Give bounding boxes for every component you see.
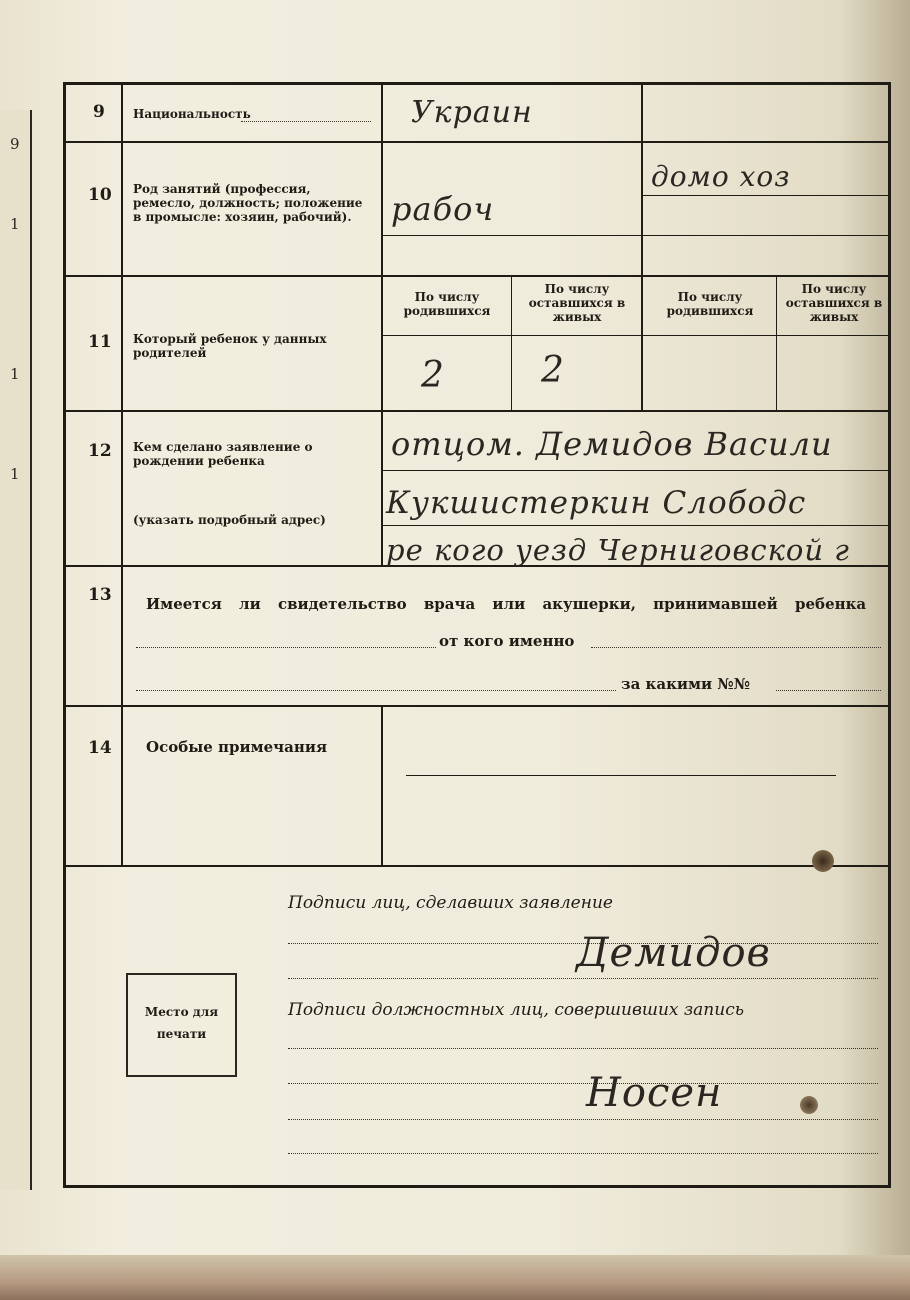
- margin-fragment: 9: [10, 135, 20, 153]
- row-separator: [66, 141, 888, 143]
- label-special-notes: Особые примечания: [146, 738, 328, 756]
- stamp-place: [126, 973, 237, 1077]
- writing-line: [406, 775, 836, 776]
- official-signature: Носен: [586, 1070, 723, 1116]
- dot-leader: [136, 690, 616, 691]
- handwritten-nationality: Украин: [411, 95, 533, 130]
- dot-leader: [776, 690, 881, 691]
- label-applicants-signatures: Подписи лиц, сделавших заявление: [288, 893, 613, 913]
- stamp-label: печати: [156, 1027, 207, 1041]
- row-separator: [66, 865, 888, 867]
- row-number: 11: [88, 332, 112, 352]
- handwritten-declarant-line1: отцом. Демидов Васили: [391, 425, 833, 463]
- label-nationality: Национальность: [133, 107, 251, 121]
- writing-line: [381, 470, 888, 471]
- divider: [511, 275, 512, 410]
- applicant-signature: Демидов: [576, 930, 771, 976]
- divider: [641, 85, 643, 275]
- row-separator: [66, 705, 888, 707]
- label-which-numbers: за какими №№: [621, 675, 751, 693]
- signature-line: [288, 978, 878, 979]
- page-bottom-edge: [0, 1255, 910, 1300]
- handwritten-mother-occupation: домо хоз: [651, 160, 791, 193]
- dot-leader: [591, 647, 881, 648]
- margin-fragment: 1: [10, 215, 20, 233]
- margin-fragment: 1: [10, 365, 20, 383]
- row-separator: [66, 410, 888, 412]
- divider: [381, 85, 383, 565]
- binding-hole: [800, 1096, 818, 1114]
- stamp-label: Место для: [144, 1005, 219, 1019]
- signature-line: [288, 1083, 878, 1084]
- signature-line: [288, 1119, 878, 1120]
- label-declarant: Кем сделано заявление о рождении ребенка: [133, 440, 313, 468]
- writing-line: [641, 195, 888, 196]
- writing-line: [381, 525, 888, 526]
- label-medical-certificate: Имеется ли свидетельство врача или акушерки, принимавшей ребенка: [146, 595, 867, 613]
- row-number: 14: [88, 738, 112, 758]
- row-separator: [381, 335, 888, 336]
- col-header-alive: По числу оставшихся в живых: [785, 282, 883, 324]
- signature-line: [288, 1153, 878, 1154]
- dot-leader: [136, 647, 436, 648]
- divider: [641, 275, 643, 410]
- label-from-whom: от кого именно: [439, 632, 575, 650]
- label-child-order: Который ребенок у данных родителей: [133, 332, 327, 360]
- handwritten-father-occupation: рабоч: [391, 190, 495, 228]
- margin-fragment: 1: [10, 465, 20, 483]
- handwritten-alive-count: 2: [541, 350, 565, 391]
- label-officials-signatures: Подписи должностных лиц, совершивших запись: [288, 1000, 744, 1020]
- col-header-born: По числу родившихся: [403, 290, 491, 318]
- handwritten-declarant-line2: Кукшистеркин Слободс: [386, 485, 807, 521]
- divider: [121, 85, 123, 865]
- col-header-born: По числу родившихся: [666, 290, 754, 318]
- row-number: 9: [93, 102, 105, 122]
- divider: [776, 275, 777, 410]
- signature-line: [288, 1048, 878, 1049]
- binding-hole: [812, 850, 834, 872]
- dot-leader: [241, 121, 371, 122]
- handwritten-born-count: 2: [421, 355, 445, 396]
- row-number: 12: [88, 441, 112, 461]
- underlying-page-edge: [0, 110, 32, 1190]
- col-header-alive: По числу оставшихся в живых: [528, 282, 626, 324]
- writing-line: [381, 235, 888, 236]
- row-separator: [66, 275, 888, 277]
- label-address: (указать подробный адрес): [133, 513, 326, 527]
- handwritten-declarant-line3: ре кого уезд Черниговской г: [386, 533, 850, 567]
- row-number: 13: [88, 585, 112, 605]
- row-number: 10: [88, 185, 112, 205]
- label-occupation: Род занятий (профессия, ремесло, должность; положение в промысле: хозяин, рабочий).: [133, 182, 363, 224]
- divider: [381, 705, 383, 865]
